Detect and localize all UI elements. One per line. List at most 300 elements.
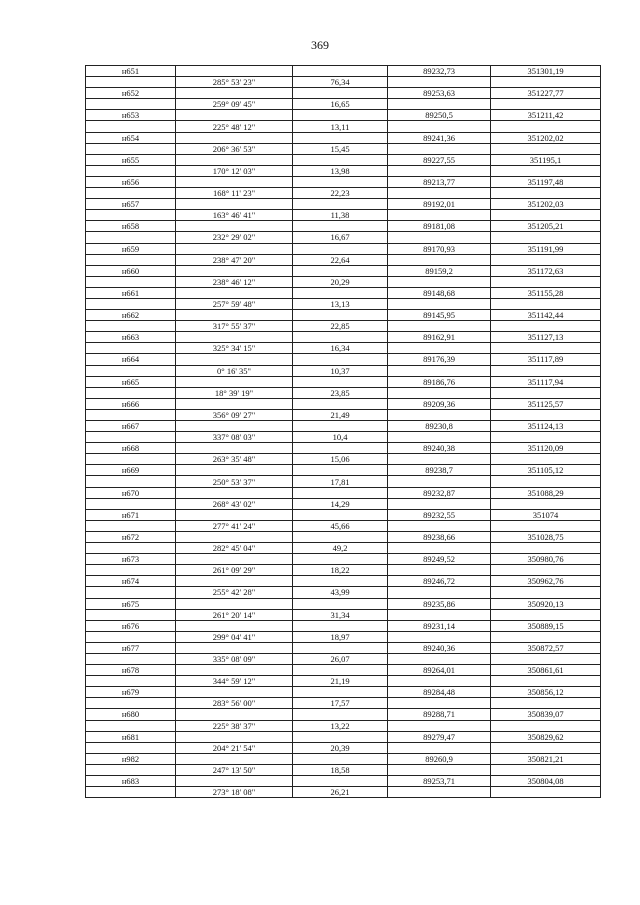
point-name-cell: н680 xyxy=(86,709,176,720)
empty-point-cell xyxy=(86,543,176,554)
empty-point-cell xyxy=(86,99,176,110)
x-coordinate-cell: 89264,01 xyxy=(388,665,491,676)
x-coordinate-cell: 89145,95 xyxy=(388,310,491,321)
direction-angle-cell: 170° 12' 03" xyxy=(176,165,293,176)
empty-x-cell xyxy=(388,321,491,332)
y-coordinate-cell: 350872,57 xyxy=(491,642,601,653)
empty-y-cell xyxy=(491,365,601,376)
direction-angle-cell: 0° 16' 35" xyxy=(176,365,293,376)
empty-x-cell xyxy=(388,520,491,531)
point-row xyxy=(86,731,601,742)
direction-angle-cell: 247° 13' 50" xyxy=(176,764,293,775)
empty-point-cell xyxy=(86,321,176,332)
point-row xyxy=(86,421,601,432)
x-coordinate-cell: 89279,47 xyxy=(388,731,491,742)
empty-point-cell xyxy=(86,698,176,709)
segment-row xyxy=(86,365,601,376)
empty-angle-cell xyxy=(176,443,293,454)
direction-angle-cell: 238° 46' 12" xyxy=(176,276,293,287)
point-row xyxy=(86,620,601,631)
empty-x-cell xyxy=(388,165,491,176)
point-name-cell: н666 xyxy=(86,398,176,409)
y-coordinate-cell: 351028,75 xyxy=(491,531,601,542)
empty-x-cell xyxy=(388,609,491,620)
point-row xyxy=(86,287,601,298)
empty-angle-cell xyxy=(176,221,293,232)
x-coordinate-cell: 89159,2 xyxy=(388,265,491,276)
empty-angle-cell xyxy=(176,287,293,298)
empty-point-cell xyxy=(86,520,176,531)
empty-length-cell xyxy=(293,576,388,587)
empty-x-cell xyxy=(388,232,491,243)
x-coordinate-cell: 89253,71 xyxy=(388,776,491,787)
direction-angle-cell: 283° 56' 00" xyxy=(176,698,293,709)
empty-y-cell xyxy=(491,432,601,443)
segment-row xyxy=(86,409,601,420)
point-name-cell: н669 xyxy=(86,465,176,476)
empty-y-cell xyxy=(491,276,601,287)
empty-length-cell xyxy=(293,554,388,565)
segment-row xyxy=(86,653,601,664)
y-coordinate-cell: 351155,28 xyxy=(491,287,601,298)
empty-x-cell xyxy=(388,276,491,287)
empty-x-cell xyxy=(388,543,491,554)
empty-y-cell xyxy=(491,720,601,731)
segment-length-cell: 16,34 xyxy=(293,343,388,354)
empty-angle-cell xyxy=(176,376,293,387)
segment-length-cell: 18,97 xyxy=(293,631,388,642)
point-row xyxy=(86,243,601,254)
y-coordinate-cell: 351191,99 xyxy=(491,243,601,254)
point-name-cell: н673 xyxy=(86,554,176,565)
x-coordinate-cell: 89253,63 xyxy=(388,88,491,99)
x-coordinate-cell: 89241,36 xyxy=(388,132,491,143)
x-coordinate-cell: 89213,77 xyxy=(388,176,491,187)
x-coordinate-cell: 89231,14 xyxy=(388,620,491,631)
segment-row xyxy=(86,742,601,753)
x-coordinate-cell: 89240,38 xyxy=(388,443,491,454)
segment-length-cell: 16,65 xyxy=(293,99,388,110)
point-row xyxy=(86,110,601,121)
empty-y-cell xyxy=(491,454,601,465)
segment-length-cell: 22,23 xyxy=(293,188,388,199)
segment-row xyxy=(86,232,601,243)
point-row xyxy=(86,509,601,520)
empty-y-cell xyxy=(491,99,601,110)
empty-x-cell xyxy=(388,365,491,376)
point-name-cell: н657 xyxy=(86,199,176,210)
empty-x-cell xyxy=(388,454,491,465)
y-coordinate-cell: 351120,09 xyxy=(491,443,601,454)
empty-length-cell xyxy=(293,709,388,720)
direction-angle-cell: 325° 34' 15" xyxy=(176,343,293,354)
direction-angle-cell: 261° 20' 14" xyxy=(176,609,293,620)
point-name-cell: н672 xyxy=(86,531,176,542)
empty-length-cell xyxy=(293,487,388,498)
empty-angle-cell xyxy=(176,199,293,210)
segment-length-cell: 21,49 xyxy=(293,409,388,420)
point-row xyxy=(86,665,601,676)
empty-length-cell xyxy=(293,398,388,409)
empty-point-cell xyxy=(86,254,176,265)
page-number: 369 xyxy=(311,38,329,52)
y-coordinate-cell: 351202,03 xyxy=(491,199,601,210)
point-row xyxy=(86,709,601,720)
point-name-cell: н654 xyxy=(86,132,176,143)
direction-angle-cell: 257° 59' 48" xyxy=(176,298,293,309)
segment-length-cell: 22,64 xyxy=(293,254,388,265)
empty-angle-cell xyxy=(176,176,293,187)
point-row xyxy=(86,487,601,498)
segment-length-cell: 45,66 xyxy=(293,520,388,531)
point-name-cell: н655 xyxy=(86,154,176,165)
segment-row xyxy=(86,121,601,132)
empty-angle-cell xyxy=(176,132,293,143)
empty-y-cell xyxy=(491,653,601,664)
coordinates-table-body xyxy=(86,66,601,798)
segment-length-cell: 26,07 xyxy=(293,653,388,664)
segment-row xyxy=(86,254,601,265)
empty-x-cell xyxy=(388,99,491,110)
empty-angle-cell xyxy=(176,465,293,476)
point-name-cell: н675 xyxy=(86,598,176,609)
empty-angle-cell xyxy=(176,753,293,764)
empty-angle-cell xyxy=(176,687,293,698)
empty-y-cell xyxy=(491,631,601,642)
empty-length-cell xyxy=(293,642,388,653)
point-name-cell: н677 xyxy=(86,642,176,653)
point-row xyxy=(86,132,601,143)
empty-angle-cell xyxy=(176,709,293,720)
empty-point-cell xyxy=(86,210,176,221)
segment-row xyxy=(86,387,601,398)
empty-length-cell xyxy=(293,221,388,232)
empty-point-cell xyxy=(86,77,176,88)
empty-y-cell xyxy=(491,787,601,798)
segment-row xyxy=(86,165,601,176)
point-row xyxy=(86,354,601,365)
point-name-cell: н652 xyxy=(86,88,176,99)
point-row xyxy=(86,332,601,343)
direction-angle-cell: 206° 36' 53" xyxy=(176,143,293,154)
point-row xyxy=(86,642,601,653)
empty-y-cell xyxy=(491,565,601,576)
y-coordinate-cell: 350839,07 xyxy=(491,709,601,720)
x-coordinate-cell: 89227,55 xyxy=(388,154,491,165)
empty-y-cell xyxy=(491,77,601,88)
x-coordinate-cell: 89246,72 xyxy=(388,576,491,587)
segment-length-cell: 13,11 xyxy=(293,121,388,132)
empty-point-cell xyxy=(86,498,176,509)
y-coordinate-cell: 350821,21 xyxy=(491,753,601,764)
empty-y-cell xyxy=(491,409,601,420)
point-name-cell: н674 xyxy=(86,576,176,587)
empty-y-cell xyxy=(491,742,601,753)
y-coordinate-cell: 350962,76 xyxy=(491,576,601,587)
empty-point-cell xyxy=(86,343,176,354)
segment-row xyxy=(86,720,601,731)
empty-angle-cell xyxy=(176,243,293,254)
point-name-cell: н658 xyxy=(86,221,176,232)
segment-row xyxy=(86,543,601,554)
segment-length-cell: 16,67 xyxy=(293,232,388,243)
direction-angle-cell: 259° 09' 45" xyxy=(176,99,293,110)
segment-row xyxy=(86,498,601,509)
segment-row xyxy=(86,188,601,199)
empty-x-cell xyxy=(388,653,491,664)
x-coordinate-cell: 89230,8 xyxy=(388,421,491,432)
segment-length-cell: 10,4 xyxy=(293,432,388,443)
empty-length-cell xyxy=(293,531,388,542)
point-row xyxy=(86,221,601,232)
empty-angle-cell xyxy=(176,265,293,276)
empty-length-cell xyxy=(293,665,388,676)
y-coordinate-cell: 350856,12 xyxy=(491,687,601,698)
x-coordinate-cell: 89284,48 xyxy=(388,687,491,698)
direction-angle-cell: 285° 53' 23" xyxy=(176,77,293,88)
segment-row xyxy=(86,587,601,598)
segment-length-cell: 15,45 xyxy=(293,143,388,154)
direction-angle-cell: 238° 47' 20" xyxy=(176,254,293,265)
y-coordinate-cell: 351088,29 xyxy=(491,487,601,498)
point-name-cell: н653 xyxy=(86,110,176,121)
empty-point-cell xyxy=(86,165,176,176)
direction-angle-cell: 18° 39' 19" xyxy=(176,387,293,398)
empty-length-cell xyxy=(293,620,388,631)
direction-angle-cell: 282° 45' 04" xyxy=(176,543,293,554)
segment-length-cell: 17,57 xyxy=(293,698,388,709)
point-name-cell: н681 xyxy=(86,731,176,742)
empty-point-cell xyxy=(86,742,176,753)
x-coordinate-cell: 89240,36 xyxy=(388,642,491,653)
segment-row xyxy=(86,631,601,642)
empty-x-cell xyxy=(388,676,491,687)
point-row xyxy=(86,576,601,587)
segment-length-cell: 43,99 xyxy=(293,587,388,598)
empty-y-cell xyxy=(491,698,601,709)
direction-angle-cell: 317° 55' 37" xyxy=(176,321,293,332)
direction-angle-cell: 356° 09' 27" xyxy=(176,409,293,420)
empty-x-cell xyxy=(388,787,491,798)
direction-angle-cell: 299° 04' 41" xyxy=(176,631,293,642)
empty-x-cell xyxy=(388,343,491,354)
empty-x-cell xyxy=(388,121,491,132)
empty-point-cell xyxy=(86,276,176,287)
point-row xyxy=(86,66,601,77)
segment-length-cell: 20,29 xyxy=(293,276,388,287)
empty-y-cell xyxy=(491,188,601,199)
empty-y-cell xyxy=(491,343,601,354)
empty-x-cell xyxy=(388,298,491,309)
segment-length-cell: 49,2 xyxy=(293,543,388,554)
empty-length-cell xyxy=(293,243,388,254)
direction-angle-cell: 335° 08' 09" xyxy=(176,653,293,664)
segment-row xyxy=(86,476,601,487)
direction-angle-cell: 344° 59' 12" xyxy=(176,676,293,687)
segment-row xyxy=(86,698,601,709)
empty-length-cell xyxy=(293,687,388,698)
segment-length-cell: 26,21 xyxy=(293,787,388,798)
empty-angle-cell xyxy=(176,642,293,653)
empty-length-cell xyxy=(293,509,388,520)
point-name-cell: н662 xyxy=(86,310,176,321)
empty-point-cell xyxy=(86,609,176,620)
segment-row xyxy=(86,143,601,154)
empty-point-cell xyxy=(86,476,176,487)
coordinates-table xyxy=(85,65,601,798)
point-name-cell: н661 xyxy=(86,287,176,298)
direction-angle-cell: 255° 42' 28" xyxy=(176,587,293,598)
empty-angle-cell xyxy=(176,398,293,409)
segment-row xyxy=(86,298,601,309)
segment-row xyxy=(86,210,601,221)
point-row xyxy=(86,465,601,476)
empty-point-cell xyxy=(86,653,176,664)
empty-point-cell xyxy=(86,387,176,398)
segment-row xyxy=(86,343,601,354)
empty-angle-cell xyxy=(176,620,293,631)
direction-angle-cell: 163° 46' 41" xyxy=(176,210,293,221)
direction-angle-cell: 225° 38' 37" xyxy=(176,720,293,731)
empty-x-cell xyxy=(388,432,491,443)
segment-length-cell: 21,19 xyxy=(293,676,388,687)
x-coordinate-cell: 89232,87 xyxy=(388,487,491,498)
y-coordinate-cell: 351117,94 xyxy=(491,376,601,387)
direction-angle-cell: 263° 35' 48" xyxy=(176,454,293,465)
segment-row xyxy=(86,99,601,110)
empty-point-cell xyxy=(86,188,176,199)
segment-row xyxy=(86,609,601,620)
empty-y-cell xyxy=(491,210,601,221)
empty-y-cell xyxy=(491,298,601,309)
segment-length-cell: 10,37 xyxy=(293,365,388,376)
direction-angle-cell: 277° 41' 24" xyxy=(176,520,293,531)
point-name-cell: н651 xyxy=(86,66,176,77)
point-name-cell: н671 xyxy=(86,509,176,520)
empty-angle-cell xyxy=(176,421,293,432)
empty-x-cell xyxy=(388,742,491,753)
x-coordinate-cell: 89235,86 xyxy=(388,598,491,609)
empty-length-cell xyxy=(293,465,388,476)
segment-length-cell: 17,81 xyxy=(293,476,388,487)
x-coordinate-cell: 89232,73 xyxy=(388,66,491,77)
empty-length-cell xyxy=(293,332,388,343)
y-coordinate-cell: 351124,13 xyxy=(491,421,601,432)
empty-x-cell xyxy=(388,587,491,598)
segment-length-cell: 15,06 xyxy=(293,454,388,465)
segment-length-cell: 22,85 xyxy=(293,321,388,332)
segment-row xyxy=(86,276,601,287)
empty-y-cell xyxy=(491,165,601,176)
empty-x-cell xyxy=(388,143,491,154)
empty-angle-cell xyxy=(176,88,293,99)
y-coordinate-cell: 351195,1 xyxy=(491,154,601,165)
segment-row xyxy=(86,787,601,798)
segment-length-cell: 18,58 xyxy=(293,764,388,775)
segment-length-cell: 14,29 xyxy=(293,498,388,509)
point-name-cell: н664 xyxy=(86,354,176,365)
point-row xyxy=(86,398,601,409)
segment-row xyxy=(86,676,601,687)
point-name-cell: н667 xyxy=(86,421,176,432)
point-name-cell: н678 xyxy=(86,665,176,676)
y-coordinate-cell: 350829,62 xyxy=(491,731,601,742)
empty-y-cell xyxy=(491,121,601,132)
empty-x-cell xyxy=(388,631,491,642)
segment-length-cell: 23,85 xyxy=(293,387,388,398)
empty-length-cell xyxy=(293,265,388,276)
direction-angle-cell: 268° 43' 02" xyxy=(176,498,293,509)
y-coordinate-cell: 351202,02 xyxy=(491,132,601,143)
point-name-cell: н982 xyxy=(86,753,176,764)
y-coordinate-cell: 351127,13 xyxy=(491,332,601,343)
segment-length-cell: 13,98 xyxy=(293,165,388,176)
empty-length-cell xyxy=(293,421,388,432)
point-row xyxy=(86,443,601,454)
empty-angle-cell xyxy=(176,110,293,121)
empty-y-cell xyxy=(491,587,601,598)
point-row xyxy=(86,687,601,698)
empty-y-cell xyxy=(491,609,601,620)
segment-length-cell: 13,22 xyxy=(293,720,388,731)
empty-x-cell xyxy=(388,698,491,709)
point-row xyxy=(86,554,601,565)
point-row xyxy=(86,154,601,165)
y-coordinate-cell: 350889,15 xyxy=(491,620,601,631)
point-row xyxy=(86,776,601,787)
empty-angle-cell xyxy=(176,154,293,165)
empty-angle-cell xyxy=(176,487,293,498)
direction-angle-cell: 261° 09' 29" xyxy=(176,565,293,576)
empty-length-cell xyxy=(293,110,388,121)
segment-length-cell: 76,34 xyxy=(293,77,388,88)
x-coordinate-cell: 89238,7 xyxy=(388,465,491,476)
empty-point-cell xyxy=(86,232,176,243)
empty-point-cell xyxy=(86,676,176,687)
empty-x-cell xyxy=(388,387,491,398)
empty-point-cell xyxy=(86,298,176,309)
empty-length-cell xyxy=(293,443,388,454)
point-row xyxy=(86,265,601,276)
y-coordinate-cell: 351172,63 xyxy=(491,265,601,276)
empty-angle-cell xyxy=(176,776,293,787)
empty-x-cell xyxy=(388,77,491,88)
point-row xyxy=(86,310,601,321)
x-coordinate-cell: 89162,91 xyxy=(388,332,491,343)
empty-y-cell xyxy=(491,520,601,531)
segment-row xyxy=(86,77,601,88)
x-coordinate-cell: 89181,08 xyxy=(388,221,491,232)
x-coordinate-cell: 89170,93 xyxy=(388,243,491,254)
y-coordinate-cell: 351211,42 xyxy=(491,110,601,121)
point-name-cell: н679 xyxy=(86,687,176,698)
empty-point-cell xyxy=(86,365,176,376)
x-coordinate-cell: 89288,71 xyxy=(388,709,491,720)
empty-y-cell xyxy=(491,143,601,154)
segment-row xyxy=(86,454,601,465)
y-coordinate-cell: 351142,44 xyxy=(491,310,601,321)
empty-length-cell xyxy=(293,753,388,764)
empty-y-cell xyxy=(491,676,601,687)
empty-angle-cell xyxy=(176,310,293,321)
empty-y-cell xyxy=(491,387,601,398)
point-row xyxy=(86,531,601,542)
x-coordinate-cell: 89232,55 xyxy=(388,509,491,520)
point-name-cell: н683 xyxy=(86,776,176,787)
empty-length-cell xyxy=(293,154,388,165)
point-name-cell: н663 xyxy=(86,332,176,343)
segment-length-cell: 13,13 xyxy=(293,298,388,309)
